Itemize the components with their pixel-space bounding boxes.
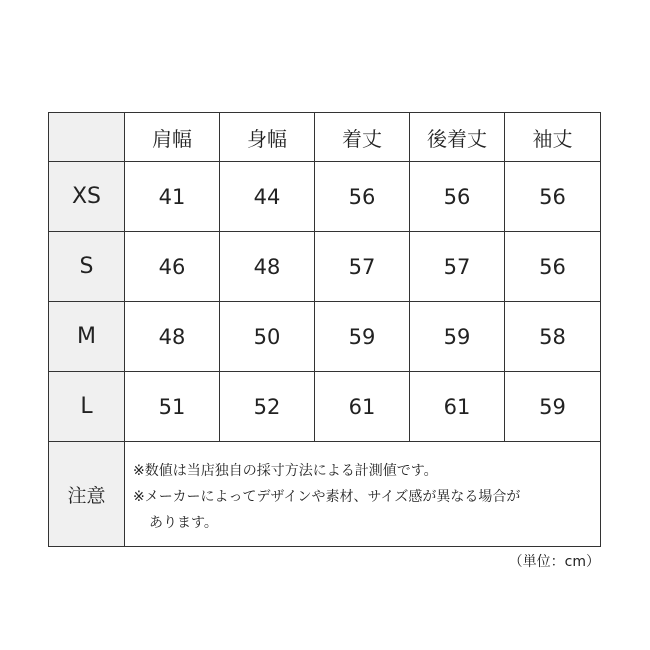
header-row	[49, 113, 601, 162]
table-cell: 50	[220, 302, 315, 372]
header-corner-cell	[49, 113, 125, 162]
note-line: あります。	[149, 515, 218, 531]
table-cell: 56	[315, 162, 410, 232]
size-label-m: M	[49, 302, 125, 372]
size-label-s: S	[49, 232, 125, 302]
table-cell: 46	[125, 232, 220, 302]
size-label-l: L	[49, 372, 125, 442]
header-length: 着丈	[315, 113, 410, 162]
table-cell: 58	[505, 302, 601, 372]
table-cell: 56	[505, 232, 601, 302]
table-cell: 48	[125, 302, 220, 372]
notes-label: 注意	[49, 442, 125, 547]
table-cell: 56	[410, 162, 505, 232]
table-row-xs	[49, 162, 601, 232]
table-cell: 48	[220, 232, 315, 302]
note-line: ※メーカーによってデザインや素材、サイズ感が異なる場合が	[133, 489, 521, 505]
size-label-xs: XS	[49, 162, 125, 232]
table-cell: 61	[315, 372, 410, 442]
unit-note: （単位：cm）	[508, 554, 600, 570]
table-cell: 52	[220, 372, 315, 442]
table-row-l	[49, 372, 601, 442]
table-cell: 51	[125, 372, 220, 442]
header-shoulder-width: 肩幅	[125, 113, 220, 162]
table-cell: 41	[125, 162, 220, 232]
table-cell: 59	[410, 302, 505, 372]
table-row-m	[49, 302, 601, 372]
header-back-length: 後着丈	[410, 113, 505, 162]
table-cell: 57	[410, 232, 505, 302]
header-body-width: 身幅	[220, 113, 315, 162]
table-row-s	[49, 232, 601, 302]
table-cell: 44	[220, 162, 315, 232]
table-cell: 56	[505, 162, 601, 232]
table-cell: 59	[505, 372, 601, 442]
size-chart-table	[48, 112, 601, 547]
table-cell: 59	[315, 302, 410, 372]
table-cell: 61	[410, 372, 505, 442]
note-line: ※数値は当店独自の採寸方法による計測値です。	[133, 463, 438, 479]
notes-cell	[125, 442, 601, 547]
notes-row	[49, 442, 601, 547]
table-cell: 57	[315, 232, 410, 302]
header-sleeve-length: 袖丈	[505, 113, 601, 162]
